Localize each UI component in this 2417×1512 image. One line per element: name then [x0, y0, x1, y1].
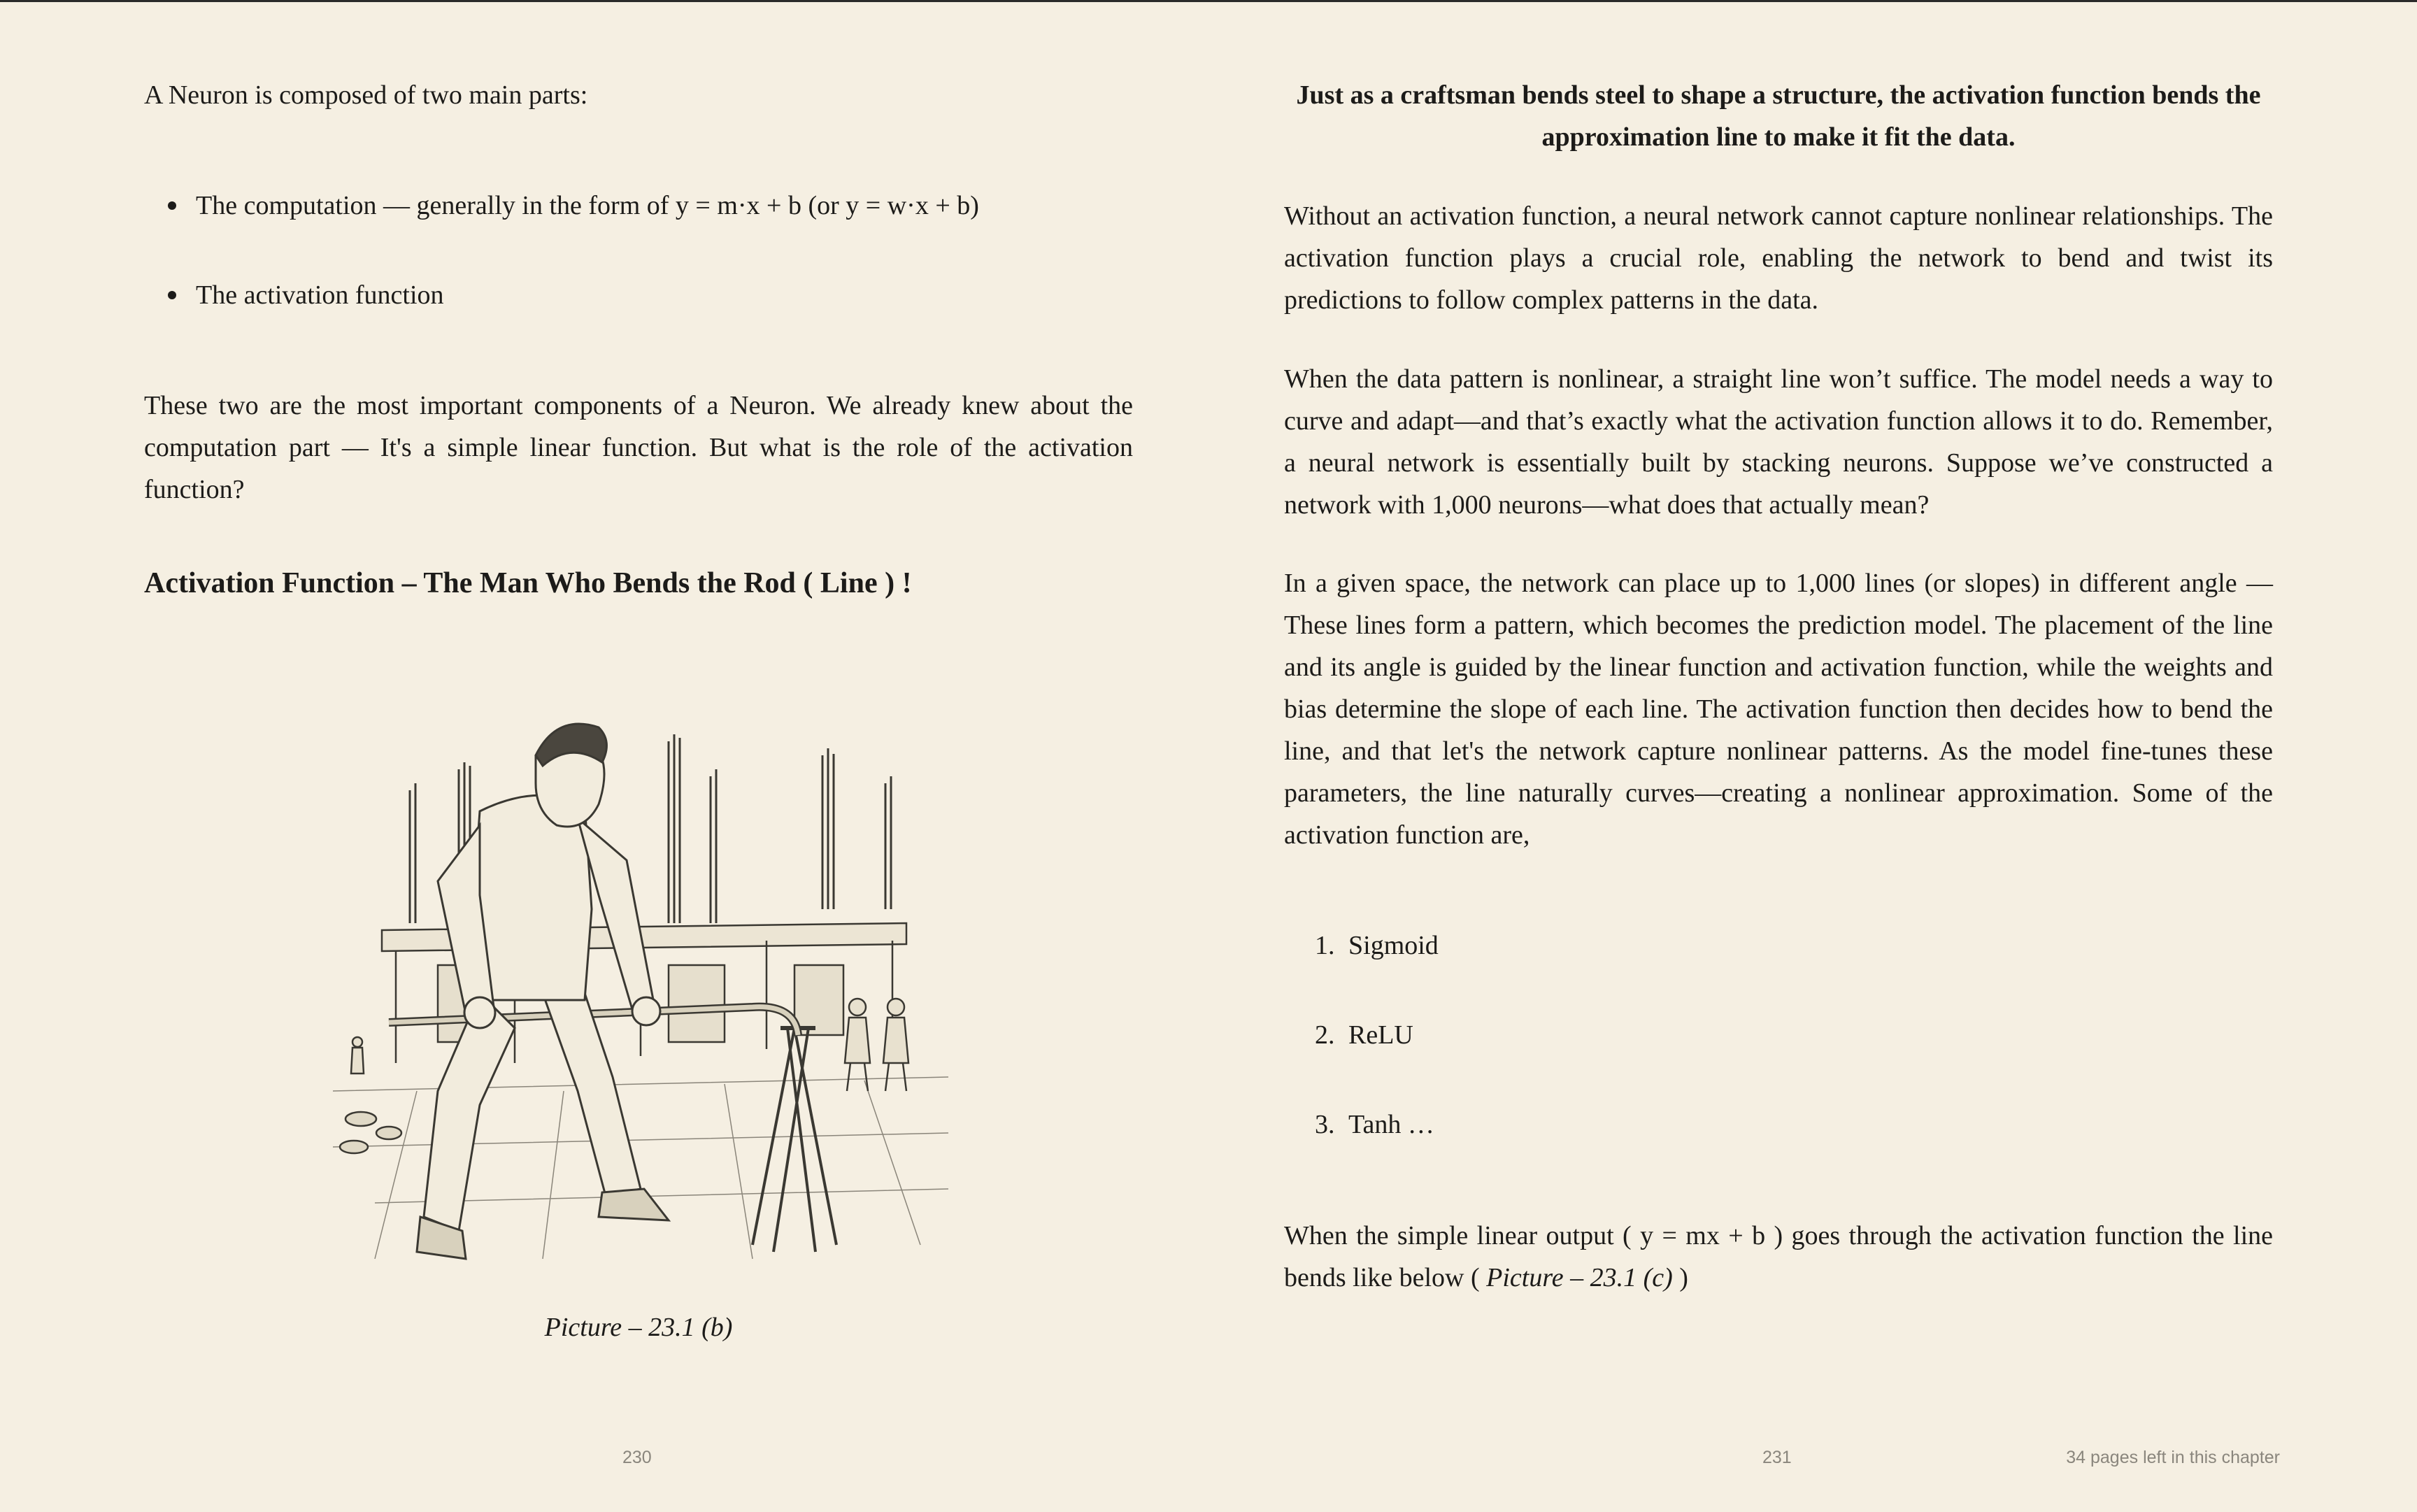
page-number: 231 [1762, 1448, 1792, 1467]
list-item [1315, 1104, 2224, 1193]
paragraph-text: When the simple linear output ( y = mx + b ) goes through the activation function the line bends like below ( [1284, 1221, 2273, 1292]
section-heading: Activation Function – The Man Who Bends the Rod ( Line ) ! [144, 567, 912, 599]
bullet-text: The activation function [196, 280, 444, 310]
list-label: ReLU [1348, 1020, 1413, 1050]
pages-left-indicator: 34 pages left in this chapter [2066, 1448, 2280, 1467]
figure-reference: Picture – 23.1 (c) [1486, 1263, 1673, 1292]
highlight-quote: Just as a craftsman bends steel to shape a structure, the activation function bends the approximation line to make it fit the data. [1296, 80, 2261, 152]
left-page [144, 0, 1133, 1512]
body-paragraph [1284, 1215, 2273, 1299]
body-paragraph: Without an activation function, a neural network cannot capture nonlinear relationships. The activation function plays a crucial role, enabling the network to bend and twist its predictions to follow complex patterns in the data. [1284, 201, 2273, 315]
bullet-text: The computation — generally in the form of y = m·x + b (or y = w·x + b) [196, 191, 979, 220]
intro-text: A Neuron is composed of two main parts: [144, 80, 588, 110]
bullet-dot-icon [168, 291, 176, 299]
activation-list [1315, 925, 2224, 1193]
bullet-list [168, 185, 1133, 316]
list-item [1315, 925, 2224, 1014]
list-number: 3. [1315, 1110, 1335, 1139]
bullet-dot-icon [168, 201, 176, 210]
bullet-item [168, 185, 1133, 227]
body-paragraph: These two are the most important components of a Neuron. We already knew about the computation part — It's a simple linear function. But what is the role of the activation function? [144, 391, 1133, 504]
body-paragraph: In a given space, the network can place up to 1,000 lines (or slopes) in different angle — These lines form a pattern, which becomes the prediction model. The placement of the line and its angle is guided by the linear function and activation function, while the weights and bias determine the slope of each line. The activation function then decides how to bend the line, and that let's the network capture nonlinear patterns. As the model fine-tunes these parameters, the line naturally curves—creating a nonlinear approximation. Some of the activation function are, [1284, 569, 2273, 850]
list-number: 1. [1315, 931, 1335, 960]
list-item [1315, 1014, 2224, 1104]
right-page [1284, 0, 2280, 1512]
page-number: 230 [622, 1448, 652, 1467]
figure-caption: Picture – 23.1 (b) [544, 1313, 733, 1342]
body-paragraph: When the data pattern is nonlinear, a straight line won’t suffice. The model needs a way to curve and adapt—and that’s exactly what the activation function allows it to do. Remember, a neural network is essentially built by stacking neurons. Suppose we’ve constructed a network with 1,000 neurons—what does that actually mean? [1284, 364, 2273, 520]
bullet-item [168, 274, 1133, 316]
list-label: Tanh … [1348, 1110, 1434, 1139]
list-label: Sigmoid [1348, 931, 1439, 960]
man-bending-rod-illustration [333, 699, 948, 1273]
paragraph-text: ) [1672, 1263, 1688, 1292]
list-number: 2. [1315, 1020, 1335, 1050]
